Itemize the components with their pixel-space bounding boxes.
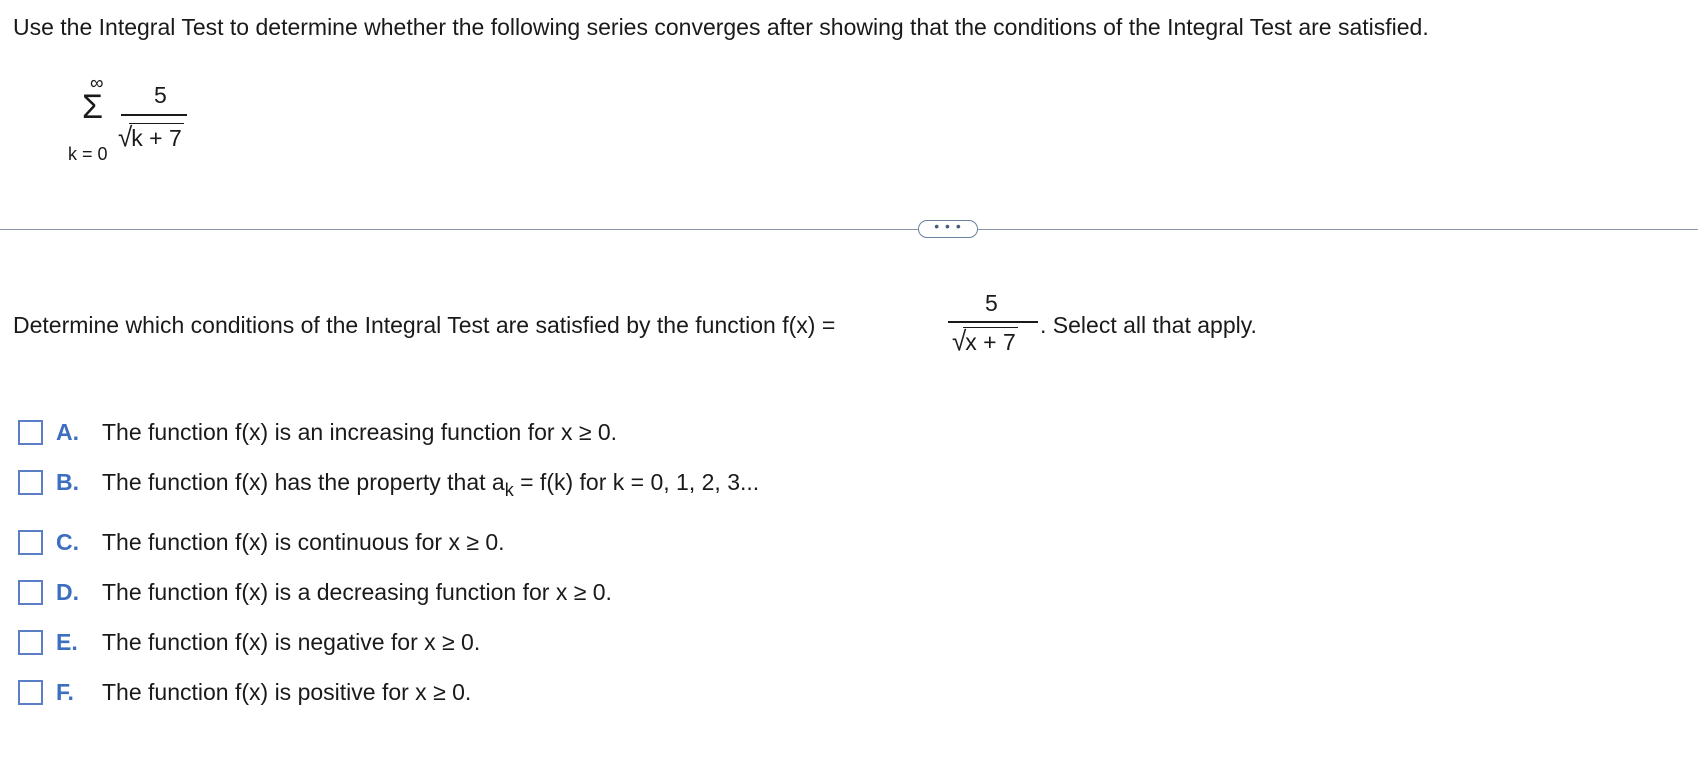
function-numerator: 5 <box>985 290 998 316</box>
function-denominator <box>952 326 1018 357</box>
option-a-letter: A. <box>56 419 79 445</box>
series-radicand: k + 7 <box>131 125 182 151</box>
series-fraction-bar <box>121 114 187 116</box>
series-denominator <box>118 122 184 153</box>
series-lower-limit: k = 0 <box>68 144 108 164</box>
section-divider <box>0 229 1698 230</box>
option-b-text-after: = f(k) for k = 0, 1, 2, 3... <box>513 469 760 495</box>
checkbox-a[interactable] <box>18 420 43 445</box>
option-d-letter: D. <box>56 579 79 605</box>
instruction-text: Use the Integral Test to determine whether the following series converges after showing that the conditions of the Integral Test are satisfied. <box>13 14 1429 40</box>
option-e-letter: E. <box>56 629 78 655</box>
checkbox-f[interactable] <box>18 680 43 705</box>
checkbox-b[interactable] <box>18 470 43 495</box>
option-a-text: The function f(x) is an increasing function for x ≥ 0. <box>102 419 618 445</box>
question-text: Determine which conditions of the Integral Test are satisfied by the function f(x) = <box>13 312 836 338</box>
series-expression <box>62 70 212 170</box>
option-e-text: The function f(x) is negative for x ≥ 0. <box>102 629 481 655</box>
checkbox-e[interactable] <box>18 630 43 655</box>
series-upper-limit: ∞ <box>90 73 104 94</box>
function-radicand: x + 7 <box>965 329 1016 355</box>
checkbox-c[interactable] <box>18 530 43 555</box>
series-numerator: 5 <box>154 82 167 108</box>
expand-toggle-button[interactable]: • • • <box>918 220 978 238</box>
radical-symbol: √ <box>952 325 967 357</box>
radical-symbol: √ <box>118 121 133 153</box>
function-fraction-bar <box>948 321 1038 323</box>
option-b-text <box>102 469 760 500</box>
option-c-letter: C. <box>56 529 79 555</box>
option-b-text-before: The function f(x) has the property that a <box>102 469 505 495</box>
option-d-text: The function f(x) is a decreasing function for x ≥ 0. <box>102 579 612 605</box>
option-f-text: The function f(x) is positive for x ≥ 0. <box>102 679 472 705</box>
function-fraction <box>948 288 1038 368</box>
checkbox-d[interactable] <box>18 580 43 605</box>
option-b-subscript: k <box>504 480 514 500</box>
summation-symbol: Σ <box>82 88 104 126</box>
question-tail-text: . Select all that apply. <box>1040 312 1257 338</box>
option-f-letter: F. <box>56 679 74 705</box>
option-b-letter: B. <box>56 469 79 495</box>
option-c-text: The function f(x) is continuous for x ≥ 0. <box>102 529 505 555</box>
